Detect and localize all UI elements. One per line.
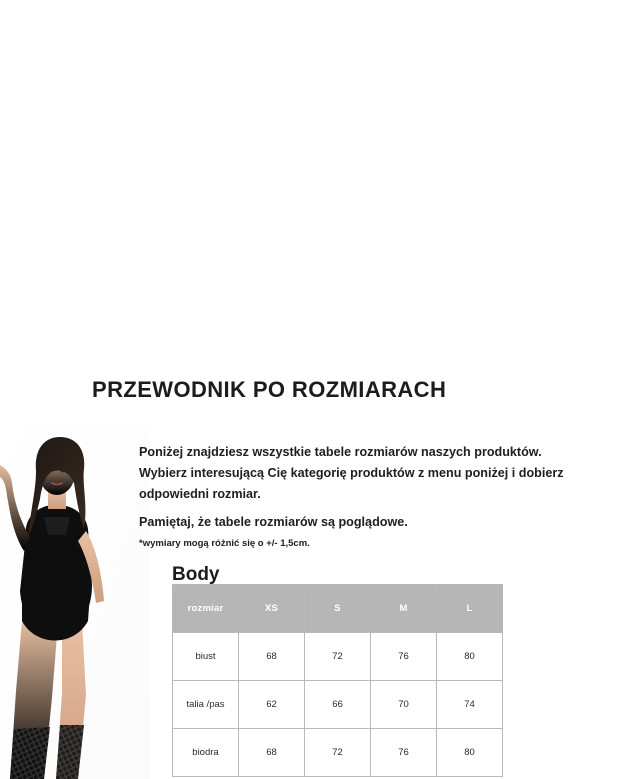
cell-biodra-m: 76 [371, 729, 437, 777]
cell-biust-l: 80 [437, 633, 503, 681]
row-label-biust: biust [173, 633, 239, 681]
table-row [173, 729, 503, 777]
model-photo [0, 425, 150, 779]
intro-line-4: Pamiętaj, że tabele rozmiarów są poglądowe. [139, 515, 408, 529]
cell-biust-m: 76 [371, 633, 437, 681]
table-row [173, 681, 503, 729]
measurement-note: *wymiary mogą różnić się o +/- 1,5cm. [139, 538, 310, 549]
cell-biust-xs: 68 [239, 633, 305, 681]
page-title: PRZEWODNIK PO ROZMIARACH [92, 376, 447, 402]
table-header-row [173, 585, 503, 633]
intro-text [139, 442, 625, 551]
column-header-l: L [437, 585, 503, 633]
column-header-m: M [371, 585, 437, 633]
cell-talia-m: 70 [371, 681, 437, 729]
cell-biodra-s: 72 [305, 729, 371, 777]
column-header-xs: XS [239, 585, 305, 633]
cell-biodra-l: 80 [437, 729, 503, 777]
size-table-container [172, 584, 502, 777]
column-header-rozmiar: rozmiar [173, 585, 239, 633]
cell-biust-s: 72 [305, 633, 371, 681]
size-table [172, 584, 503, 777]
intro-line-3: odpowiedni rozmiar. [139, 487, 261, 501]
intro-line-2: Wybierz interesującą Cię kategorię produktów z menu poniżej i dobierz [139, 466, 564, 480]
size-table-body [173, 633, 503, 777]
row-label-talia: talia /pas [173, 681, 239, 729]
row-label-biodra: biodra [173, 729, 239, 777]
cell-talia-s: 66 [305, 681, 371, 729]
cell-talia-l: 74 [437, 681, 503, 729]
size-table-head [173, 585, 503, 633]
intro-line-1: Poniżej znajdziesz wszystkie tabele rozmiarów naszych produktów. [139, 445, 542, 459]
section-heading-body: Body [172, 563, 220, 585]
cell-biodra-xs: 68 [239, 729, 305, 777]
table-row [173, 633, 503, 681]
cell-talia-xs: 62 [239, 681, 305, 729]
column-header-s: S [305, 585, 371, 633]
